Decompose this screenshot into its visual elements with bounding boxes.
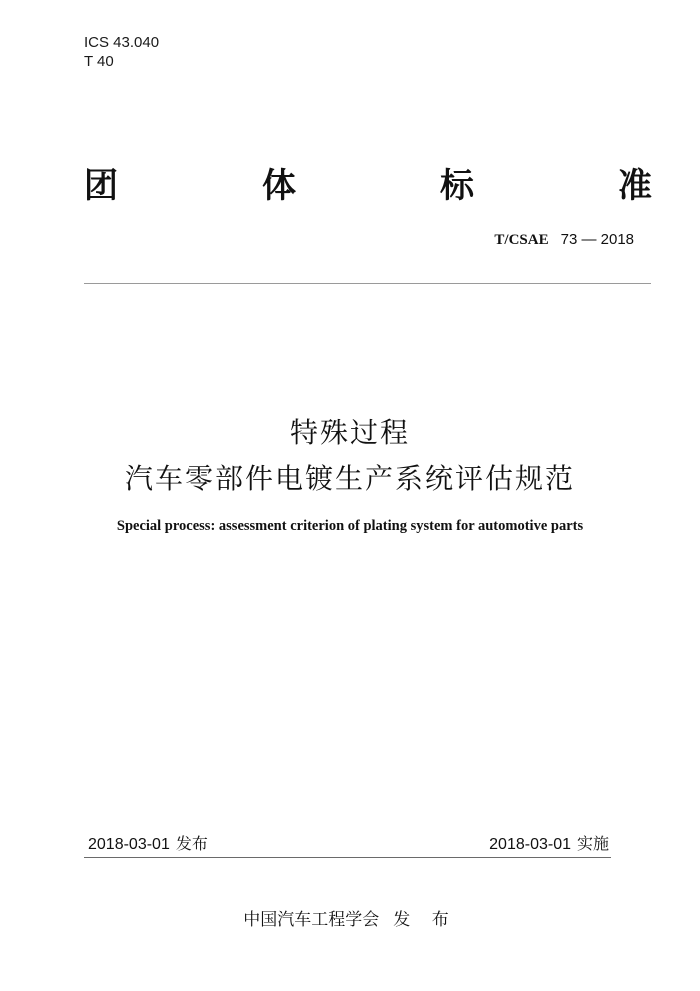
implement-date-block xyxy=(489,834,609,855)
ics-code: ICS 43.040 xyxy=(84,34,160,51)
title-cn-line2: 汽车零部件电镀生产系统评估规范 xyxy=(124,462,575,495)
title-cn-line1: 特殊过程 xyxy=(289,416,410,449)
issue-label: 发布 xyxy=(175,834,208,853)
classification-codes xyxy=(84,33,159,71)
standard-type-char: 团 xyxy=(84,166,118,206)
standard-number xyxy=(494,229,634,250)
standard-number-prefix: T/CSAE xyxy=(494,232,549,248)
publisher-organization: 中国汽车工程学会 xyxy=(243,910,380,930)
top-divider xyxy=(84,283,651,284)
title-en: Special process: assessment criterion of plating system for automotive parts xyxy=(116,518,584,534)
implement-date: 2018-03-01 xyxy=(489,836,571,853)
issue-date-block xyxy=(88,834,208,855)
issue-date: 2018-03-01 xyxy=(88,836,170,853)
bottom-divider xyxy=(84,857,611,858)
implement-label: 实施 xyxy=(576,834,609,853)
publisher-label: 发 布 xyxy=(393,910,457,930)
standard-type-char: 标 xyxy=(440,166,474,206)
ccs-code: T 40 xyxy=(84,53,114,70)
standard-type-heading xyxy=(84,166,652,206)
standard-type-char: 体 xyxy=(262,166,296,206)
standard-number-value: 73 — 2018 xyxy=(560,231,634,248)
publisher-line xyxy=(0,909,700,931)
standard-type-char: 准 xyxy=(618,166,652,206)
